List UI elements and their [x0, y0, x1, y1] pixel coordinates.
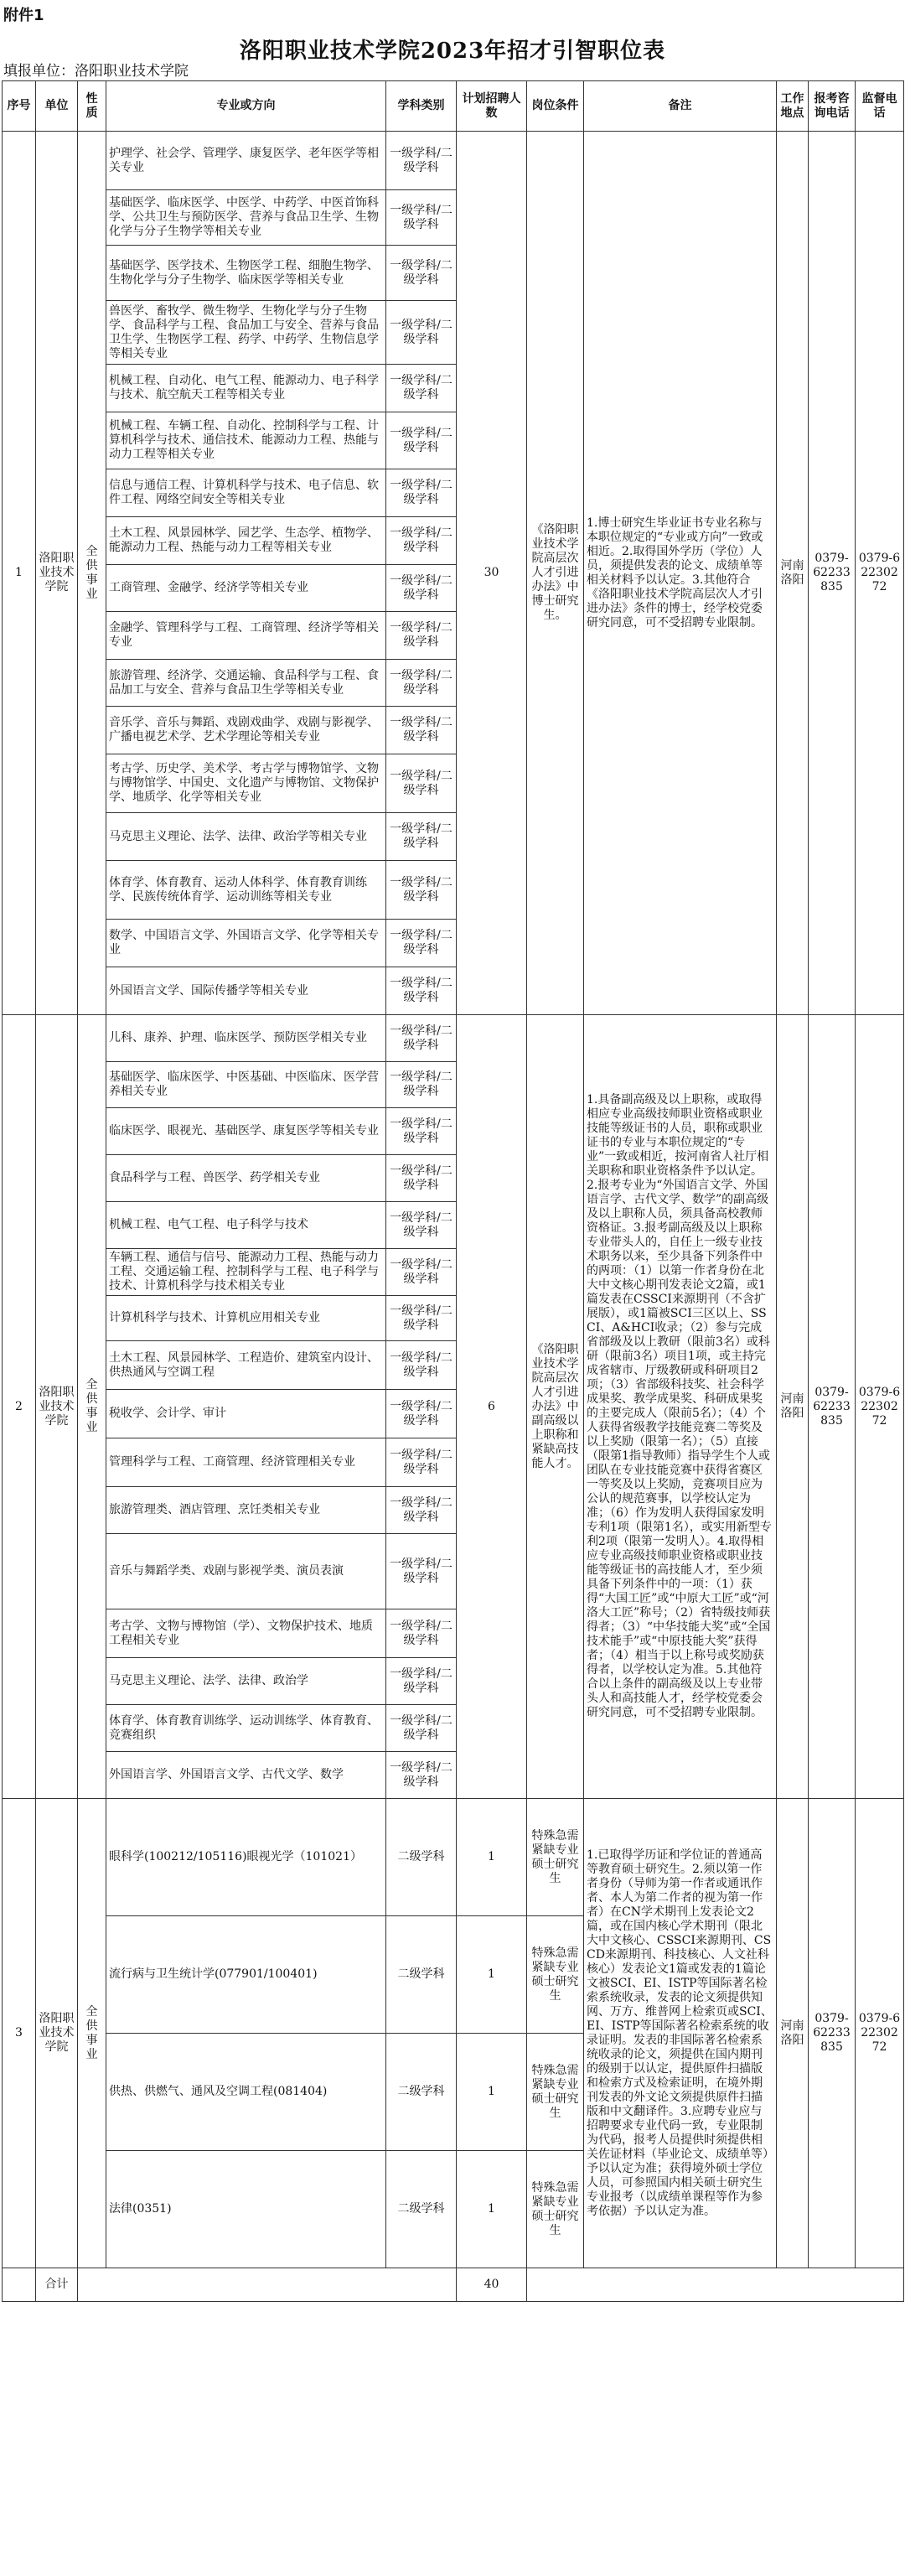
category-cell: 一级学科/二级学科: [386, 1658, 457, 1705]
category-cell: 一级学科/二级学科: [386, 1438, 457, 1487]
plan-cell: 6: [457, 1015, 527, 1799]
major-cell: 旅游管理、经济学、交通运输、食品科学与工程、食品加工与安全、营养与食品卫生学等相关专业: [106, 660, 386, 707]
consult-phone-cell: 0379-62233835: [809, 132, 856, 1015]
condition-cell: 《洛阳职业技术学院高层次人才引进办法》中副高级以上职称和紧缺高技能人才。: [527, 1015, 584, 1799]
major-cell: 土木工程、风景园林学、园艺学、生态学、植物学、能源动力工程、热能与动力工程等相关专业: [106, 517, 386, 565]
nature-cell: 全供事业: [78, 132, 106, 1015]
major-cell: 基础医学、临床医学、中医基础、中医临床、医学营养相关专业: [106, 1062, 386, 1108]
nature-cell: 全供事业: [78, 1799, 106, 2268]
category-cell: 一级学科/二级学科: [386, 660, 457, 707]
major-cell: 考古学、文物与博物馆（学）、文物保护技术、地质工程相关专业: [106, 1609, 386, 1658]
unit-cell: 洛阳职业技术学院: [36, 1015, 78, 1799]
category-cell: 一级学科/二级学科: [386, 707, 457, 754]
major-cell: 信息与通信工程、计算机科学与技术、电子信息、软件工程、网络空间安全等相关专业: [106, 469, 386, 517]
condition-cell: 《洛阳职业技术学院高层次人才引进办法》中博士研究生。: [527, 132, 584, 1015]
category-cell: 一级学科/二级学科: [386, 1062, 457, 1108]
plan-cell: 1: [457, 1916, 527, 2034]
major-cell: 外国语言文学、国际传播学等相关专业: [106, 967, 386, 1015]
major-cell: 金融学、管理科学与工程、工商管理、经济学等相关专业: [106, 612, 386, 660]
major-cell: 流行病与卫生统计学(077901/100401): [106, 1916, 386, 2034]
header-row: [3, 81, 904, 132]
major-cell: 工商管理、金融学、经济学等相关专业: [106, 565, 386, 612]
category-cell: 二级学科: [386, 1799, 457, 1916]
category-cell: 一级学科/二级学科: [386, 1752, 457, 1799]
major-cell: 机械工程、电气工程、电子科学与技术: [106, 1202, 386, 1249]
reporting-unit: 填报单位：洛阳职业技术学院: [3, 63, 189, 80]
category-cell: 一级学科/二级学科: [386, 190, 457, 246]
major-cell: 护理学、社会学、管理学、康复医学、老年医学等相关专业: [106, 132, 386, 190]
category-cell: 一级学科/二级学科: [386, 301, 457, 365]
header-supervise-phone: 监督电话: [856, 81, 904, 132]
major-cell: 车辆工程、通信与信号、能源动力工程、热能与动力工程、交通运输工程、控制科学与工程、电子科学与技术、计算机科学与技术相关专业: [106, 1249, 386, 1296]
major-cell: 食品科学与工程、兽医学、药学相关专业: [106, 1155, 386, 1202]
category-cell: 一级学科/二级学科: [386, 612, 457, 660]
category-cell: 一级学科/二级学科: [386, 1390, 457, 1438]
header-remark: 备注: [584, 81, 777, 132]
seq-cell: 2: [3, 1015, 36, 1799]
plan-cell: 1: [457, 2151, 527, 2268]
supervise-phone-cell: 0379-62230272: [856, 132, 904, 1015]
remark-cell: 1.博士研究生毕业证书专业名称与本职位规定的“专业或方向”一致或相近。2.取得国外学历（学位）人员，须提供发表的论文、成绩单等相关材料予以认定。3.其他符合《洛阳职业技术学院高层次人才引进办法》条件的博士，经学校党委研究同意，可不受招聘专业限制。: [584, 132, 777, 1015]
category-cell: 一级学科/二级学科: [386, 1249, 457, 1296]
major-cell: 体育学、体育教育训练学、运动训练学、体育教育、竞赛组织: [106, 1705, 386, 1752]
total-label: 合计: [36, 2268, 78, 2302]
supervise-phone-cell: 0379-62230272: [856, 1015, 904, 1799]
nature-cell: 全供事业: [78, 1015, 106, 1799]
major-cell: 管理科学与工程、工商管理、经济管理相关专业: [106, 1438, 386, 1487]
location-cell: 河南洛阳: [777, 132, 809, 1015]
condition-cell: 特殊急需紧缺专业硕士研究生: [527, 2151, 584, 2268]
major-cell: 供热、供燃气、通风及空调工程(081404): [106, 2034, 386, 2151]
condition-cell: 特殊急需紧缺专业硕士研究生: [527, 1916, 584, 2034]
major-cell: 基础医学、临床医学、中医学、中药学、中医首饰科学、公共卫生与预防医学、营养与食品卫生学、生物化学与分子生物学等相关专业: [106, 190, 386, 246]
category-cell: 二级学科: [386, 2151, 457, 2268]
major-cell: 计算机科学与技术、计算机应用相关专业: [106, 1296, 386, 1341]
remark-cell: 1.具备副高级及以上职称，或取得相应专业高级技师职业资格或职业技能等级证书的人员，职称或职业证书的专业与本职位规定的“专业”一致或相近，按河南省人社厅相关职称和职业资格条件予以认定。2.报考专业为“外国语言文学、外国语言学、古代文学、数学”的副高级及以上职称人员，须具备高校教师资格证。3.报考副高级及以上职称专业带头人的，自任上一级专业技术职务以来，至少具备下列条件中的两项：（1）以第一作者身份在北大中文核心期刊发表论文2篇，或1篇发表在CSSCI来源期刊（不含扩展版），或1篇被SCI三区以上、SSCI、A&HCI收录；（2）参与完成省部级及以上教研（限前3名）或科研（限前3名）项目1项，或主持完成省辖市、厅级教研或科研项目2项；（3）省部级科技奖、社会科学成果奖、教学成果奖、科研成果奖的主要完成人（限前5名）；（4）个人获得省级教学技能竞赛二等奖及以上奖励（限第一名）；（5）直接（限第1指导教师）指导学生个人或团队在专业技能竞赛中获得省赛区一等奖及以上奖励，竞赛项目应为公认的规范赛事，以学校认定为准；（6）作为发明人获得国家发明专利1项（限第1名），或实用新型专利2项（限第一发明人）。4.取得相应专业高级技师职业资格或职业技能等级证书的高技能人才，至少须具备下列条件中的一项：（1）获得“大国工匠”或“中原大工匠”或“河洛大工匠”称号；（2）省特级技师获得者；（3）“中华技能大奖”或“全国技术能手”或“中原技能大奖”获得者；（4）相当于以上称号或奖励获得者，以学校认定为准。5.其他符合以上条件的副高级及以上专业带头人和高技能人才，经学校党委会研究同意，可不受招聘专业限制。: [584, 1015, 777, 1799]
category-cell: 一级学科/二级学科: [386, 1534, 457, 1609]
category-cell: 一级学科/二级学科: [386, 517, 457, 565]
header-seq: 序号: [3, 81, 36, 132]
table-row: [3, 1799, 904, 1916]
header-category: 学科类别: [386, 81, 457, 132]
plan-cell: 1: [457, 2034, 527, 2151]
category-cell: 一级学科/二级学科: [386, 1296, 457, 1341]
category-cell: 一级学科/二级学科: [386, 920, 457, 967]
major-cell: 音乐学、音乐与舞蹈、戏剧戏曲学、戏剧与影视学、广播电视艺术学、艺术学理论等相关专业: [106, 707, 386, 754]
location-cell: 河南洛阳: [777, 1799, 809, 2268]
major-cell: 土木工程、风景园林学、工程造价、建筑室内设计、供热通风与空调工程: [106, 1341, 386, 1390]
major-cell: 儿科、康养、护理、临床医学、预防医学相关专业: [106, 1015, 386, 1062]
category-cell: 一级学科/二级学科: [386, 365, 457, 412]
seq-cell: 1: [3, 132, 36, 1015]
major-cell: 考古学、历史学、美术学、考古学与博物馆学、文物与博物馆学、中国史、文化遗产与博物馆、文物保护学、地质学、化学等相关专业: [106, 754, 386, 813]
category-cell: 一级学科/二级学科: [386, 1341, 457, 1390]
table-row: [3, 1015, 904, 1062]
unit-cell: 洛阳职业技术学院: [36, 1799, 78, 2268]
total-plan: 40: [457, 2268, 527, 2302]
major-cell: 体育学、体育教育、运动人体科学、体育教育训练学、民族传统体育学、运动训练等相关专业: [106, 861, 386, 920]
supervise-phone-cell: 0379-62230272: [856, 1799, 904, 2268]
major-cell: 法律(0351): [106, 2151, 386, 2268]
header-unit: 单位: [36, 81, 78, 132]
category-cell: 一级学科/二级学科: [386, 1015, 457, 1062]
major-cell: 音乐与舞蹈学类、戏剧与影视学类、演员表演: [106, 1534, 386, 1609]
location-cell: 河南洛阳: [777, 1015, 809, 1799]
condition-cell: 特殊急需紧缺专业硕士研究生: [527, 1799, 584, 1916]
major-cell: 外国语言学、外国语言文学、古代文学、数学: [106, 1752, 386, 1799]
major-cell: 临床医学、眼视光、基础医学、康复医学等相关专业: [106, 1108, 386, 1155]
plan-cell: 30: [457, 132, 527, 1015]
category-cell: 二级学科: [386, 1916, 457, 2034]
header-major: 专业或方向: [106, 81, 386, 132]
major-cell: 数学、中国语言文学、外国语言文学、化学等相关专业: [106, 920, 386, 967]
category-cell: 一级学科/二级学科: [386, 412, 457, 469]
major-cell: 机械工程、自动化、电气工程、能源动力、电子科学与技术、航空航天工程等相关专业: [106, 365, 386, 412]
category-cell: 二级学科: [386, 2034, 457, 2151]
major-cell: 机械工程、车辆工程、自动化、控制科学与工程、计算机科学与技术、通信技术、能源动力工程、热能与动力工程等相关专业: [106, 412, 386, 469]
total-empty-cell: [527, 2268, 904, 2302]
category-cell: 一级学科/二级学科: [386, 246, 457, 301]
header-condition: 岗位条件: [527, 81, 584, 132]
category-cell: 一级学科/二级学科: [386, 813, 457, 861]
major-cell: 旅游管理类、酒店管理、烹饪类相关专业: [106, 1487, 386, 1534]
table-body: [3, 132, 904, 2302]
category-cell: 一级学科/二级学科: [386, 565, 457, 612]
major-cell: 马克思主义理论、法学、法律、政治学等相关专业: [106, 813, 386, 861]
page-title: 洛阳职业技术学院2023年招才引智职位表: [239, 39, 666, 64]
condition-cell: 特殊急需紧缺专业硕士研究生: [527, 2034, 584, 2151]
category-cell: 一级学科/二级学科: [386, 1705, 457, 1752]
unit-cell: 洛阳职业技术学院: [36, 132, 78, 1015]
category-cell: 一级学科/二级学科: [386, 1609, 457, 1658]
position-table: [2, 80, 904, 2302]
header-nature: 性质: [78, 81, 106, 132]
category-cell: 一级学科/二级学科: [386, 1155, 457, 1202]
header-plan: 计划招聘人数: [457, 81, 527, 132]
category-cell: 一级学科/二级学科: [386, 861, 457, 920]
table-row: [3, 132, 904, 190]
plan-cell: 1: [457, 1799, 527, 1916]
category-cell: 一级学科/二级学科: [386, 132, 457, 190]
category-cell: 一级学科/二级学科: [386, 1108, 457, 1155]
total-row: [3, 2268, 904, 2302]
category-cell: 一级学科/二级学科: [386, 469, 457, 517]
header-location: 工作地点: [777, 81, 809, 132]
major-cell: 税收学、会计学、审计: [106, 1390, 386, 1438]
category-cell: 一级学科/二级学科: [386, 1202, 457, 1249]
consult-phone-cell: 0379-62233835: [809, 1015, 856, 1799]
category-cell: 一级学科/二级学科: [386, 1487, 457, 1534]
total-empty-cell: [3, 2268, 36, 2302]
major-cell: 兽医学、畜牧学、微生物学、生物化学与分子生物学、食品科学与工程、食品加工与安全、营养与食品卫生学、生物医学工程、药学、中药学、生物信息学等相关专业: [106, 301, 386, 365]
seq-cell: 3: [3, 1799, 36, 2268]
consult-phone-cell: 0379-62233835: [809, 1799, 856, 2268]
major-cell: 基础医学、医学技术、生物医学工程、细胞生物学、生物化学与分子生物学、临床医学等相关专业: [106, 246, 386, 301]
attachment-label: 附件1: [3, 7, 44, 24]
major-cell: 马克思主义理论、法学、法律、政治学: [106, 1658, 386, 1705]
major-cell: 眼科学(100212/105116)眼视光学（101021）: [106, 1799, 386, 1916]
total-empty-cell: [78, 2268, 457, 2302]
category-cell: 一级学科/二级学科: [386, 967, 457, 1015]
remark-cell: 1.已取得学历证和学位证的普通高等教育硕士研究生。2.须以第一作者身份（导师为第一作者或通讯作者、本人为第二作者的视为第一作者）在CN学术期刊上发表论文2篇，或在国内核心学术期刊（限北大中文核心、CSSCI来源期刊、CSCD来源期刊、科技核心、人文社科核心）发表论文1篇或发表的1篇论文被SCI、EI、ISTP等国际著名检索系统收录，发表的论文须提供知网、万方、维普网上检索页或SCI、EI、ISTP等国际著名检索系统的收录证明。发表的非国际著名检索系统收录的论文，须提供在国内期刊的级别于以认定，提供原件扫描版和检索方式及检索证明，在境外期刊发表的外文论文须提供原件扫描版和中文翻译件。3.应聘专业应与招聘要求专业代码一致，专业限制为代码，报考人员提供时须提供相关佐证材料（毕业论文、成绩单等）予以认定为准；获得境外硕士学位人员，可参照国内相关硕士研究生专业报考（以成绩单课程等作为参考依据）予以认定为准。: [584, 1799, 777, 2268]
header-consult-phone: 报考咨询电话: [809, 81, 856, 132]
category-cell: 一级学科/二级学科: [386, 754, 457, 813]
